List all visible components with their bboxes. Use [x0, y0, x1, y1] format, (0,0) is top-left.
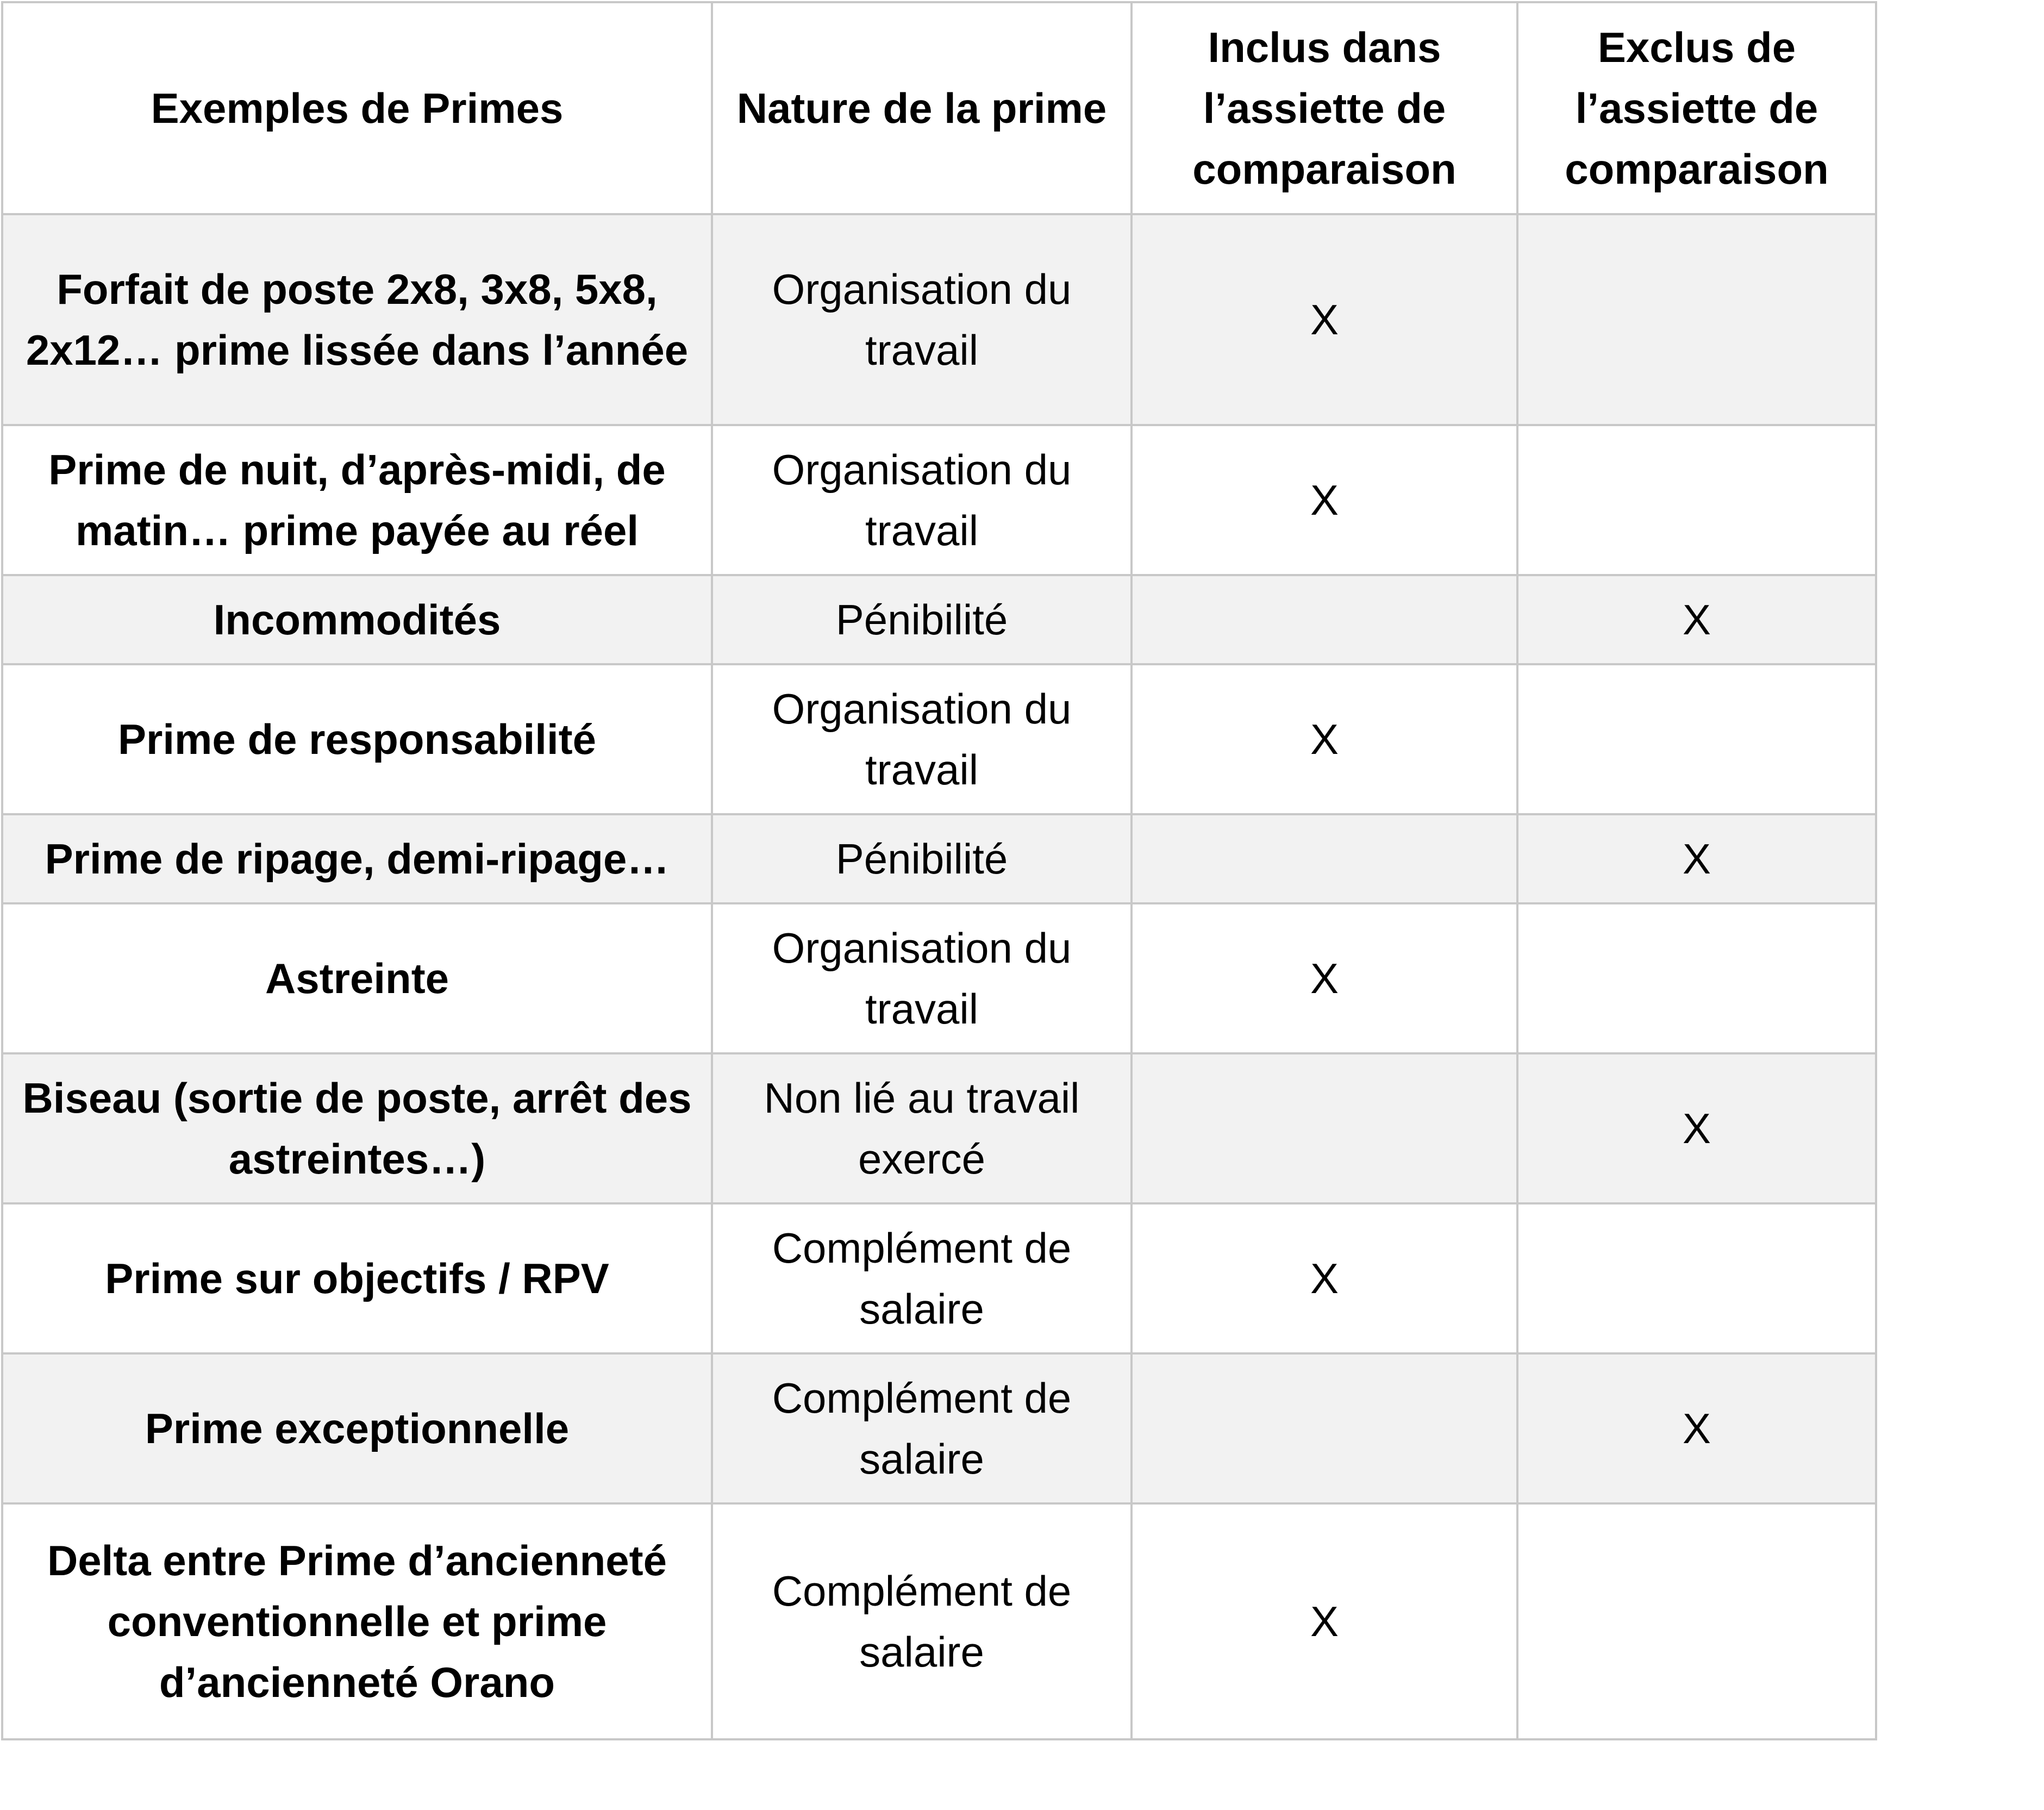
- header-included: Inclus dans l’assiette de comparaison: [1132, 2, 1517, 214]
- cell-included: X: [1132, 1203, 1517, 1353]
- cell-example: Prime de ripage, demi-ripage…: [2, 814, 712, 903]
- cell-nature: Organisation du travail: [712, 425, 1132, 575]
- cell-nature: Organisation du travail: [712, 664, 1132, 814]
- cell-nature: Complément de salaire: [712, 1353, 1132, 1503]
- table-row: [2, 1053, 1876, 1203]
- table-row: [2, 1203, 1876, 1353]
- cell-example: Prime sur objectifs / RPV: [2, 1203, 712, 1353]
- cell-included: X: [1132, 903, 1517, 1053]
- cell-included: [1132, 1353, 1517, 1503]
- cell-excluded: [1517, 214, 1876, 425]
- table-row: [2, 664, 1876, 814]
- table-row: [2, 1353, 1876, 1503]
- cell-nature: Organisation du travail: [712, 214, 1132, 425]
- cell-excluded: [1517, 425, 1876, 575]
- cell-included: [1132, 1053, 1517, 1203]
- table-row: [2, 903, 1876, 1053]
- cell-included: [1132, 814, 1517, 903]
- table-header-row: [2, 2, 1876, 214]
- cell-included: X: [1132, 1503, 1517, 1739]
- cell-nature: Complément de salaire: [712, 1203, 1132, 1353]
- cell-excluded: [1517, 1503, 1876, 1739]
- cell-included: X: [1132, 664, 1517, 814]
- cell-excluded: X: [1517, 1353, 1876, 1503]
- header-examples: Exemples de Primes: [2, 2, 712, 214]
- cell-included: [1132, 575, 1517, 664]
- cell-nature: Non lié au travail exercé: [712, 1053, 1132, 1203]
- primes-table: [1, 1, 1877, 1740]
- cell-excluded: X: [1517, 575, 1876, 664]
- header-excluded: Exclus de l’assiette de comparaison: [1517, 2, 1876, 214]
- cell-nature: Pénibilité: [712, 814, 1132, 903]
- cell-example: Delta entre Prime d’ancienneté conventionnelle et prime d’ancienneté Orano: [2, 1503, 712, 1739]
- cell-nature: Complément de salaire: [712, 1503, 1132, 1739]
- cell-example: Prime de responsabilité: [2, 664, 712, 814]
- cell-excluded: [1517, 664, 1876, 814]
- table-row: [2, 814, 1876, 903]
- cell-example: Prime exceptionnelle: [2, 1353, 712, 1503]
- cell-nature: Pénibilité: [712, 575, 1132, 664]
- cell-example: Incommodités: [2, 575, 712, 664]
- table-row: [2, 425, 1876, 575]
- cell-example: Prime de nuit, d’après-midi, de matin… prime payée au réel: [2, 425, 712, 575]
- cell-excluded: X: [1517, 1053, 1876, 1203]
- cell-included: X: [1132, 214, 1517, 425]
- table-row: [2, 1503, 1876, 1739]
- table-row: [2, 575, 1876, 664]
- cell-nature: Organisation du travail: [712, 903, 1132, 1053]
- cell-example: Forfait de poste 2x8, 3x8, 5x8, 2x12… prime lissée dans l’année: [2, 214, 712, 425]
- cell-example: Astreinte: [2, 903, 712, 1053]
- cell-excluded: X: [1517, 814, 1876, 903]
- cell-excluded: [1517, 1203, 1876, 1353]
- cell-excluded: [1517, 903, 1876, 1053]
- cell-example: Biseau (sortie de poste, arrêt des astreintes…): [2, 1053, 712, 1203]
- header-nature: Nature de la prime: [712, 2, 1132, 214]
- cell-included: X: [1132, 425, 1517, 575]
- table-row: [2, 214, 1876, 425]
